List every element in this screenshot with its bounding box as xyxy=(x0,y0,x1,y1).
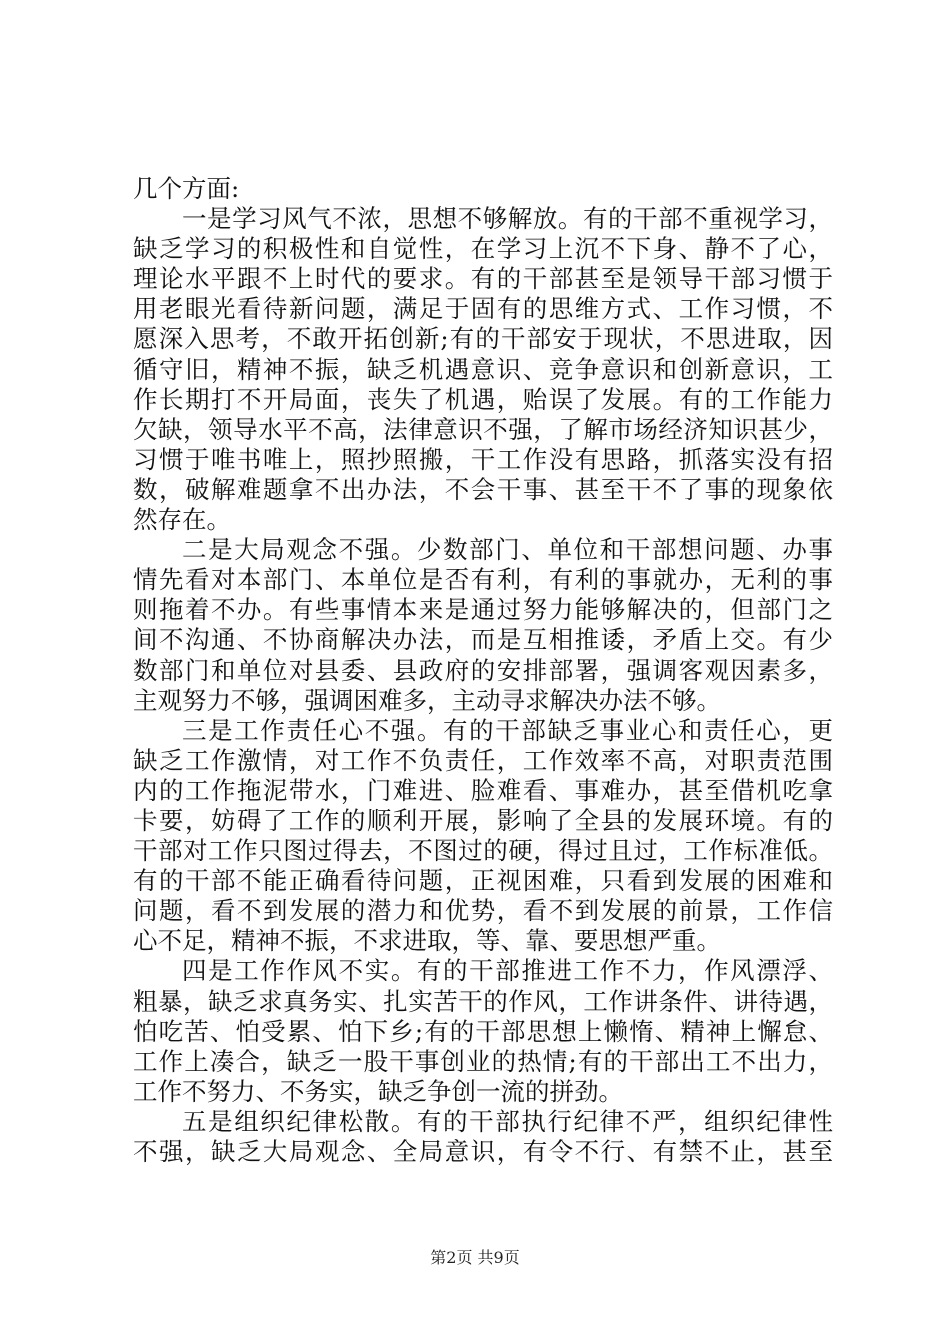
text-line: 怕吃苦、怕受累、怕下乡;有的干部思想上懒惰、精神上懈怠、 xyxy=(133,1016,833,1046)
text-line: 作长期打不开局面，丧失了机遇，贻误了发展。有的工作能力 xyxy=(133,384,833,414)
text-line: 心不足，精神不振，不求进取，等、靠、要思想严重。 xyxy=(133,926,721,956)
paragraph-p3 xyxy=(133,716,833,957)
text-line: 三是工作责任心不强。有的干部缺乏事业心和责任心，更 xyxy=(182,715,833,745)
paragraph-p5 xyxy=(133,1107,833,1167)
text-line: 卡要，妨碍了工作的顺利开展，影响了全县的发展环境。有的 xyxy=(133,805,833,835)
text-line: 五是组织纪律松散。有的干部执行纪律不严，组织纪律性 xyxy=(182,1106,833,1136)
paragraph-p2 xyxy=(133,535,833,716)
text-line: 有的干部不能正确看待问题，正视困难，只看到发展的困难和 xyxy=(133,866,833,896)
text-line: 干部对工作只图过得去，不图过的硬，得过且过，工作标准低。 xyxy=(133,836,833,866)
text-line: 四是工作作风不实。有的干部推进工作不力，作风漂浮、 xyxy=(182,956,833,986)
text-line: 循守旧，精神不振，缺乏机遇意识、竞争意识和创新意识，工 xyxy=(133,354,833,384)
text-line: 用老眼光看待新问题，满足于固有的思维方式、工作习惯，不 xyxy=(133,294,833,324)
text-line: 缺乏学习的积极性和自觉性，在学习上沉不下身、静不了心， xyxy=(133,234,833,264)
text-line: 几个方面: xyxy=(133,174,240,203)
paragraph-p4 xyxy=(133,956,833,1106)
text-line: 缺乏工作激情，对工作不负责任，工作效率不高，对职责范围 xyxy=(133,745,833,775)
page-footer xyxy=(0,1248,950,1268)
text-line: 不强，缺乏大局观念、全局意识，有令不行、有禁不止，甚至 xyxy=(133,1137,833,1166)
text-line: 粗暴，缺乏求真务实、扎实苦干的作风，工作讲条件、讲待遇， xyxy=(133,986,833,1016)
document-body xyxy=(133,174,833,1167)
text-line: 然存在。 xyxy=(133,505,231,535)
text-line: 情先看对本部门、本单位是否有利，有利的事就办，无利的事 xyxy=(133,565,833,595)
text-line: 问题，看不到发展的潜力和优势，看不到发展的前景，工作信 xyxy=(133,896,833,926)
text-line: 内的工作拖泥带水，门难进、脸难看、事难办，甚至借机吃拿 xyxy=(133,775,833,805)
text-line: 一是学习风气不浓，思想不够解放。有的干部不重视学习， xyxy=(182,204,833,234)
text-line: 理论水平跟不上时代的要求。有的干部甚至是领导干部习惯于 xyxy=(133,264,833,294)
text-line: 间不沟通、不协商解决办法，而是互相推诿，矛盾上交。有少 xyxy=(133,625,833,655)
text-line: 主观努力不够，强调困难多，主动寻求解决办法不够。 xyxy=(133,685,721,715)
paragraph-p1 xyxy=(133,204,833,535)
page-number-label: 第2页 共9页 xyxy=(430,1248,520,1267)
text-line: 欠缺，领导水平不高，法律意识不强，了解市场经济知识甚少， xyxy=(133,414,833,444)
text-line: 工作上凑合，缺乏一股干事创业的热情;有的干部出工不出力， xyxy=(133,1046,833,1076)
text-line: 愿深入思考，不敢开拓创新;有的干部安于现状，不思进取，因 xyxy=(133,324,833,354)
paragraph-intro xyxy=(133,174,833,204)
text-line: 则拖着不办。有些事情本来是通过努力能够解决的，但部门之 xyxy=(133,595,833,625)
text-line: 二是大局观念不强。少数部门、单位和干部想问题、办事 xyxy=(182,535,833,565)
text-line: 数，破解难题拿不出办法，不会干事、甚至干不了事的现象依 xyxy=(133,474,833,504)
text-line: 习惯于唯书唯上，照抄照搬，干工作没有思路，抓落实没有招 xyxy=(133,444,833,474)
text-line: 数部门和单位对县委、县政府的安排部署，强调客观因素多， xyxy=(133,655,833,685)
text-line: 工作不努力、不务实，缺乏争创一流的拼劲。 xyxy=(133,1076,623,1106)
